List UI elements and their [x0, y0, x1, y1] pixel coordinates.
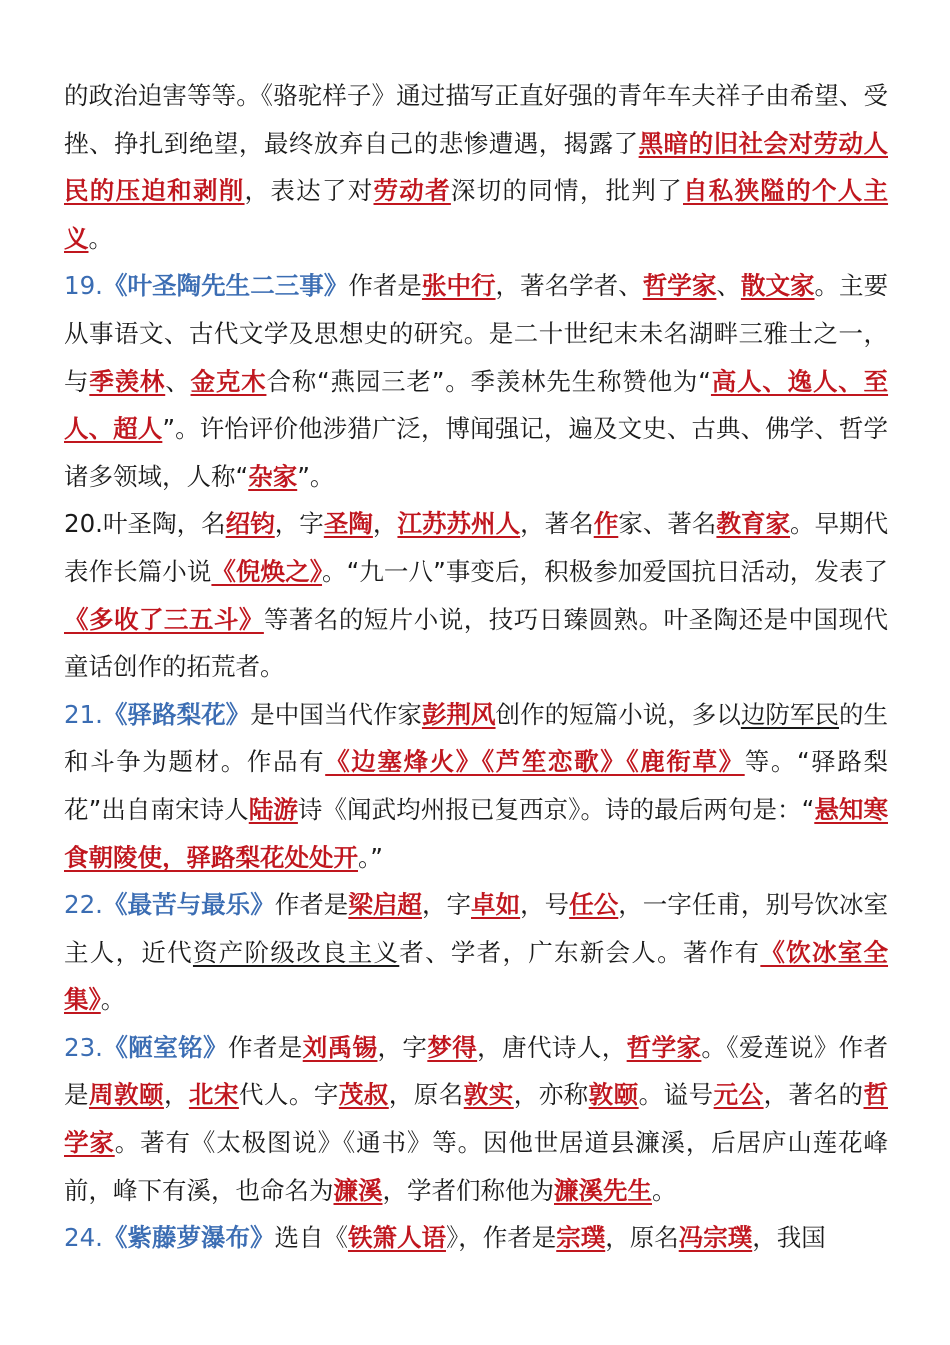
text-run: ”。 — [297, 461, 335, 491]
text-run: 。” — [358, 842, 383, 872]
text-run: ，学者们称他为 — [382, 1175, 554, 1205]
key-term: 《多收了三五斗》 — [64, 604, 264, 634]
key-term: 《饮冰室全集》 — [64, 937, 889, 1015]
key-term: 季羡林 — [89, 366, 166, 396]
text-run: 。《爱莲说》作者是 — [64, 1032, 889, 1110]
text-run: ，原名 — [388, 1080, 464, 1110]
text-run: ，原名 — [605, 1223, 679, 1253]
text-run: ，我国 — [752, 1223, 826, 1253]
key-term: 周敦颐 — [88, 1080, 164, 1110]
item-number: 24. — [64, 1223, 103, 1253]
key-term: 铁箫人语 — [347, 1223, 446, 1253]
text-run: ，唐代诗人， — [477, 1032, 627, 1062]
text-run: ，表达了对 — [244, 176, 374, 206]
text-run: 。 — [100, 985, 126, 1015]
text-run: 作者是 — [348, 271, 422, 301]
paragraph — [64, 691, 888, 881]
key-term: 茂叔 — [338, 1080, 389, 1110]
key-term: 任公 — [569, 890, 619, 920]
text-run: ，字 — [274, 509, 324, 539]
key-term: 散文家 — [740, 271, 815, 301]
text-run: 20. — [64, 509, 103, 539]
text-run: 代人。字 — [238, 1080, 339, 1110]
key-term: 江苏苏州人 — [397, 509, 521, 539]
key-term: 梁启超 — [348, 890, 422, 920]
key-term: 刘禹锡 — [302, 1032, 378, 1062]
item-number: 19. — [64, 271, 103, 301]
text-run: 作者是 — [227, 1032, 303, 1062]
key-term: 彭荆风 — [421, 699, 496, 729]
text-run: 。主要从事语文、古代文学及思想史的研究。是二十世纪末未名湖畔三雅士之一，与 — [64, 271, 889, 396]
key-term: 绍钧 — [225, 509, 275, 539]
text-run: 》，作者是 — [445, 1223, 557, 1253]
paragraph — [64, 881, 888, 1024]
key-term: 哲学家 — [64, 1080, 888, 1158]
work-title: 《紫藤萝瀑布》 — [102, 1223, 275, 1253]
text-run: 创作的短篇小说，多以 — [495, 699, 741, 729]
key-term: 《边塞烽火》《芦笙恋歌》《鹿衔草》 — [325, 747, 745, 777]
text-run: ，字 — [377, 1032, 428, 1062]
key-term: 圣陶 — [323, 509, 373, 539]
paragraph — [64, 500, 888, 690]
paragraph — [64, 72, 888, 262]
text-run: 诗《闻武均州报已复西京》。诗的最后两句是：“ — [297, 794, 815, 824]
key-term: 哲学家 — [642, 271, 717, 301]
key-term: 《倪焕之》 — [211, 556, 323, 586]
text-run: ， — [372, 509, 398, 539]
key-term: 北宋 — [188, 1080, 239, 1110]
text-run: ，一字任甫，别号饮冰室主人，近代 — [64, 890, 889, 967]
work-title: 《驿路梨花》 — [102, 699, 251, 729]
text-run: 的政治迫害等等。《骆驼样子》通过描写正直好强的青年车夫祥子由希望、受挫、挣扎到绝望，最终放弃自己的悲惨遭遇，揭露了 — [64, 81, 888, 158]
text-run: 深切的同情，批判了 — [450, 176, 683, 206]
key-term: 金克木 — [190, 366, 267, 396]
text-run: 合称“燕园三老”。季羡林先生称赞他为“ — [266, 366, 711, 396]
key-term: 悬知寒食朝陵使，驿路梨花处处开 — [64, 794, 888, 872]
text-run: 。著有《太极图说》《通书》等。因他世居道县濂溪，后居庐山莲花峰前，峰下有溪，也命名为 — [64, 1128, 888, 1205]
text-run: ，字 — [421, 890, 472, 920]
key-term: 敦颐 — [588, 1080, 639, 1110]
text-run: 。“九一八”事变后，积极参加爱国抗日活动，发表了 — [322, 556, 889, 586]
text-run: ，著名的 — [763, 1080, 864, 1110]
text-run: 叶圣陶，名 — [102, 509, 226, 539]
key-term: 杂家 — [248, 461, 298, 491]
text-run: 。 — [88, 223, 113, 253]
key-term: 卓如 — [471, 890, 521, 920]
text-run: ， — [163, 1080, 189, 1110]
text-run: 者、学者，广东新会人。著作有 — [399, 937, 761, 967]
text-run: ”。许怡评价他涉猎广泛，博闻强记，遍及文史、古典、佛学、哲学诸多领域，人称“ — [64, 414, 888, 491]
underlined-phrase: 资产阶级改良主义 — [192, 937, 400, 967]
text-run: 。谥号 — [638, 1080, 714, 1110]
key-term: 黑暗的旧社会对劳动人民的压迫和剥削 — [64, 128, 888, 206]
work-title: 《叶圣陶先生二三事》 — [102, 271, 349, 301]
text-run: 。早期代表作长篇小说 — [64, 509, 889, 586]
key-term: 濂溪 — [333, 1175, 383, 1205]
item-number: 21. — [64, 699, 103, 729]
key-term: 元公 — [713, 1080, 764, 1110]
key-term: 哲学家 — [626, 1032, 702, 1062]
text-run: ，亦称 — [513, 1080, 589, 1110]
key-term: 劳动者 — [373, 176, 451, 206]
paragraph — [64, 1214, 888, 1262]
item-number: 23. — [64, 1032, 103, 1062]
paragraph — [64, 1024, 888, 1214]
paragraph — [64, 262, 888, 500]
text-run: 作者是 — [274, 890, 349, 920]
text-run: 选自《 — [274, 1223, 348, 1253]
text-run: 等著名的短片小说，技巧日臻圆熟。叶圣陶还是中国现代童话创作的拓荒者。 — [64, 604, 888, 682]
text-run: 的生和斗争为题材。作品有 — [64, 699, 889, 777]
text-run: 是中国当代作家 — [250, 699, 422, 729]
text-run: 、 — [165, 366, 191, 396]
key-term: 陆游 — [248, 794, 298, 824]
underlined-phrase: 边防军民 — [740, 699, 840, 729]
key-term: 教育家 — [716, 509, 791, 539]
key-term: 宗璞 — [556, 1223, 606, 1253]
text-run: 。 — [652, 1175, 677, 1205]
key-term: 自私狭隘的个人主义 — [64, 176, 889, 253]
text-run: ，著名 — [520, 509, 594, 539]
text-run: 家、著名 — [618, 509, 717, 539]
work-title: 《陋室铭》 — [102, 1032, 228, 1062]
text-run: ，号 — [520, 890, 570, 920]
work-title: 《最苦与最乐》 — [102, 890, 275, 920]
text-run: ，著名学者、 — [495, 271, 643, 301]
key-term: 梦得 — [427, 1032, 478, 1062]
text-run: 、 — [716, 271, 741, 301]
key-term: 冯宗璞 — [678, 1223, 753, 1253]
item-number: 22. — [64, 890, 103, 920]
key-term: 敦实 — [463, 1080, 514, 1110]
text-run: 等。“驿路梨花”出自南宋诗人 — [64, 747, 888, 824]
key-term: 张中行 — [421, 271, 496, 301]
key-term: 濂溪先生 — [554, 1175, 652, 1205]
key-term: 高人、逸人、至人、超人 — [64, 366, 889, 444]
key-term: 作 — [593, 509, 619, 539]
